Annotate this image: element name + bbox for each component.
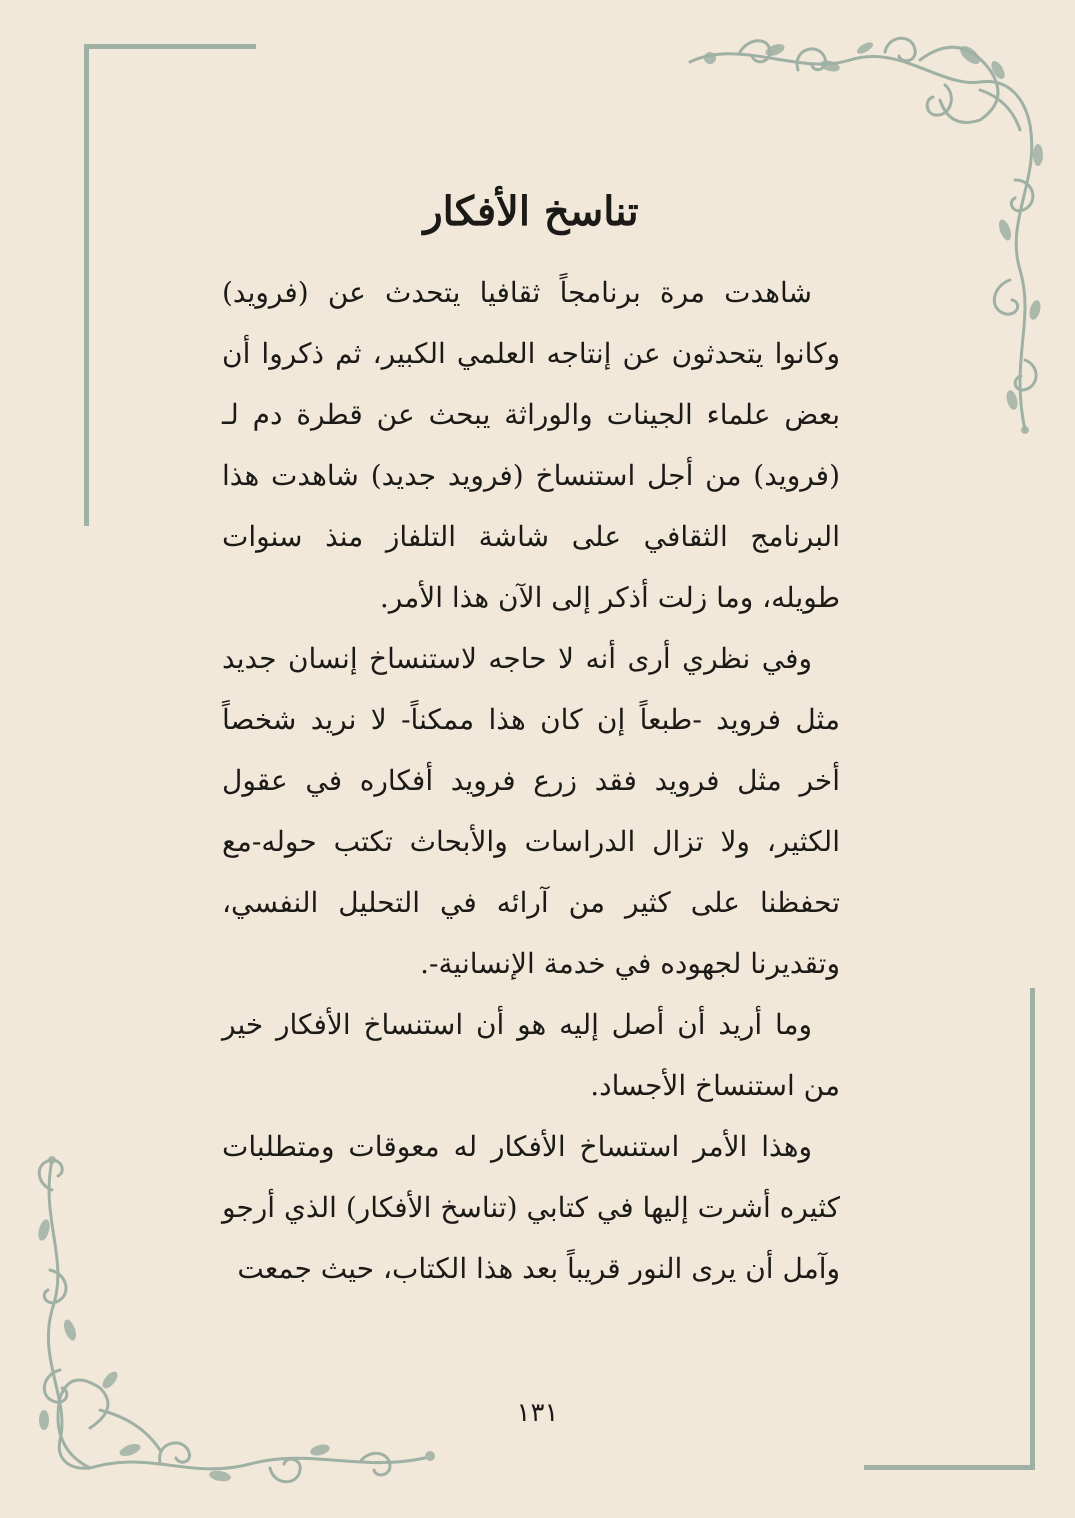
paragraph-4: وهذا الأمر استنساخ الأفكار له معوقات ومتطلبات كثيره أشرت إليها في كتابي (تناسخ الأفكار) الذي أرجو وآمل أن يرى النور قريباً بعد هذا الكتاب، حيث جمعت — [222, 1130, 840, 1285]
frame-top-left-vertical — [84, 44, 89, 526]
frame-top-left-horizontal — [84, 44, 256, 49]
page-number: ١٣١ — [516, 1398, 559, 1428]
page-title: تناسخ الأفكار — [423, 188, 639, 235]
paragraph-1: شاهدت مرة برنامجاً ثقافيا يتحدث عن (فرويد) وكانوا يتحدثون عن إنتاجه العلمي الكبير، ثم ذكروا أن بعض علماء الجينات والوراثة يبحث عن قطرة دم لـ (فرويد) من أجل استنساخ (فرويد جديد) شاهدت هذا البرنامج الثقافي على شاشة التلفاز منذ سنوات طويله، وما زلت أذكر إلى الآن هذا الأمر. — [222, 276, 840, 614]
paragraph-2: وفي نظري أرى أنه لا حاجه لاستنساخ إنسان جديد مثل فرويد -طبعاً إن كان هذا ممكناً- لا نريد شخصاً أخر مثل فرويد فقد زرع فرويد أفكاره في عقول الكثير، ولا تزال الدراسات والأبحاث تكتب حوله-مع تحفظنا على كثير من آرائه في التحليل النفسي، وتقديرنا لجهوده في خدمة الإنسانية-. — [222, 642, 840, 980]
paragraph-3: وما أريد أن أصل إليه هو أن استنساخ الأفكار خير من استنساخ الأجساد. — [222, 1008, 840, 1102]
frame-bottom-right-horizontal — [864, 1465, 1035, 1470]
body-text — [222, 262, 840, 1299]
